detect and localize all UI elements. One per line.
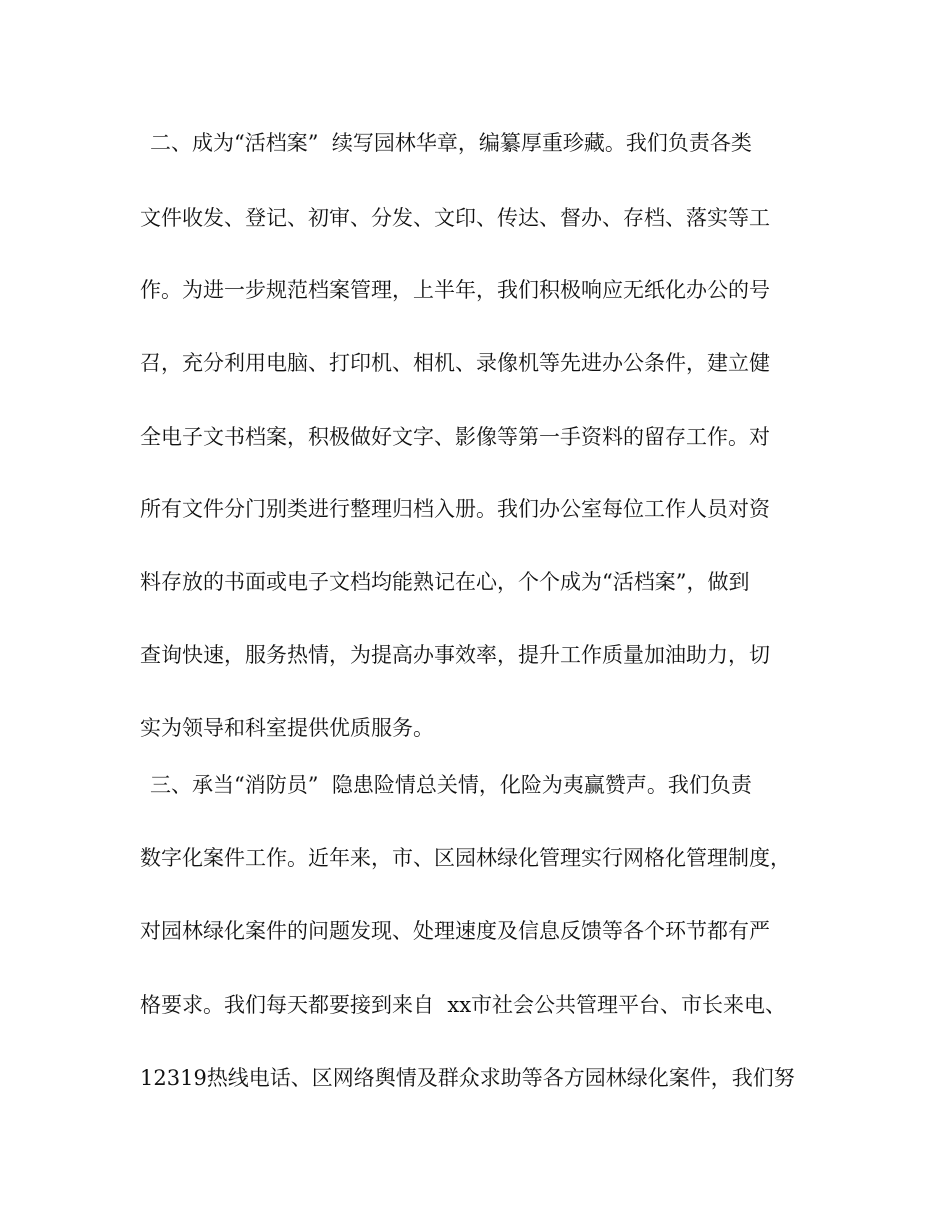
- paragraph-line: 12319热线电话、区网络舆情及群众求助等各方园林绿化案件，我们努: [140, 1066, 795, 1090]
- paragraph-line: 文件收发、登记、初审、分发、文印、传达、督办、存档、落实等工: [140, 206, 770, 230]
- section-two-heading-line: 二、成为“活档案” 续写园林华章，编纂厚重珍藏。我们负责各类: [150, 131, 752, 155]
- paragraph-line: 所有文件分门别类进行整理归档入册。我们办公室每位工作人员对资: [140, 497, 770, 521]
- paragraph-line: 数字化案件工作。近年来，市、区园林绿化管理实行网格化管理制度，: [140, 846, 791, 870]
- section-three-heading-line: 三、承当“消防员” 隐患险情总关情，化险为夷赢赞声。我们负责: [150, 773, 752, 797]
- paragraph-line: 作。为进一步规范档案管理，上半年，我们积极响应无纸化办公的号: [140, 278, 770, 302]
- paragraph-line: 格要求。我们每天都要接到来自 xx市社会公共管理平台、市长来电、: [140, 993, 787, 1017]
- paragraph-line: 对园林绿化案件的问题发现、处理速度及信息反馈等各个环节都有严: [140, 919, 770, 943]
- paragraph-line: 全电子文书档案，积极做好文字、影像等第一手资料的留存工作。对: [140, 425, 770, 449]
- paragraph-line: 实为领导和科室提供优质服务。: [140, 716, 434, 740]
- paragraph-line: 召，充分利用电脑、打印机、相机、录像机等先进办公条件，建立健: [140, 351, 770, 375]
- paragraph-line: 查询快速，服务热情，为提高办事效率，提升工作质量加油助力，切: [140, 643, 770, 667]
- paragraph-line: 料存放的书面或电子文档均能熟记在心，个个成为“活档案”，做到: [140, 570, 750, 594]
